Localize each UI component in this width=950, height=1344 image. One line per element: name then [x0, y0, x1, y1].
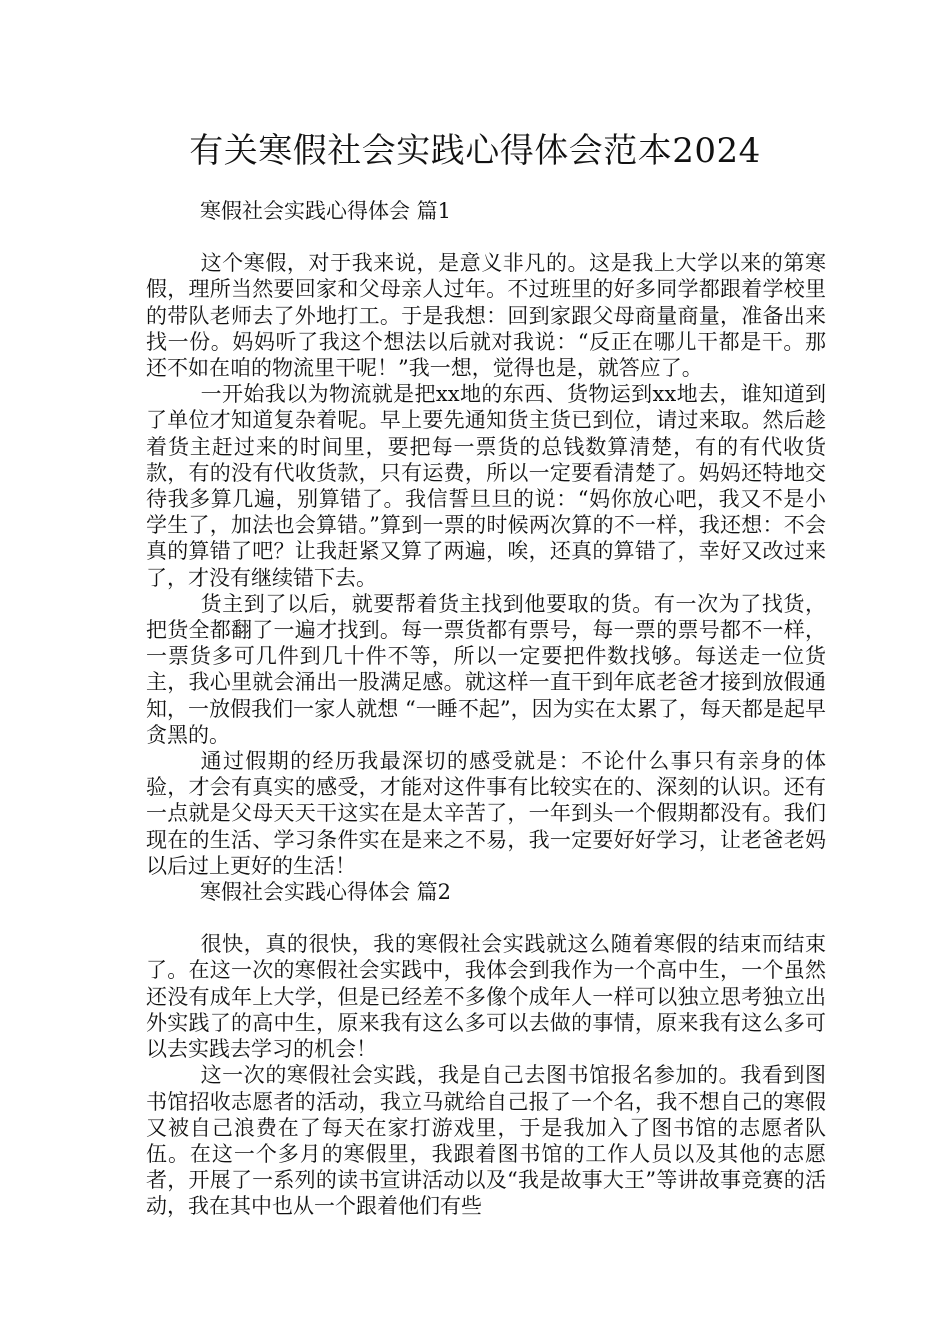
- paragraph: 通过假期的经历我最深切的感受就是：不论什么事只有亲身的体验，才会有真实的感受，才能对这件事有比较实在的、深刻的认识。还有一点就是父母天天干这实在是太辛苦了，一年到头一个假期都没有。我们现在的生活、学习条件实在是来之不易，我一定要好好学习，让老爸老妈以后过上更好的生活！: [146, 749, 826, 878]
- document-body: [146, 198, 826, 1220]
- paragraph: 一开始我以为物流就是把xx地的东西、货物运到xx地去，谁知道到了单位才知道复杂着呢。早上要先通知货主货已到位，请过来取。然后趁着货主赶过来的时间里，要把每一票货的总钱数算清楚，有的有代收货款，有的没有代收货款，只有运费，所以一定要看清楚了。妈妈还特地交待我多算几遍，别算错了。我信誓旦旦的说：“妈你放心吧，我又不是小学生了，加法也会算错。”算到一票的时候两次算的不一样，我还想：不会真的算错了吧？让我赶紧又算了两遍，唉，还真的算错了，幸好又改过来了，才没有继续错下去。: [146, 382, 826, 590]
- section-heading: 寒假社会实践心得体会 篇1: [200, 199, 452, 223]
- paragraph: 这一次的寒假社会实践，我是自己去图书馆报名参加的。我看到图书馆招收志愿者的活动，我立马就给自己报了一个名，我不想自己的寒假又被自己浪费在了每天在家打游戏里，于是我加入了图书馆的志愿者队伍。在这一个多月的寒假里，我跟着图书馆的工作人员以及其他的志愿者，开展了一系列的读书宣讲活动以及“我是故事大王”等讲故事竞赛的活动，我在其中也从一个跟着他们有些: [146, 1063, 826, 1219]
- section-heading: 寒假社会实践心得体会 篇2: [200, 880, 452, 905]
- paragraph: 很快，真的很快，我的寒假社会实践就这么随着寒假的结束而结束了。在这一次的寒假社会实践中，我体会到我作为一个高中生，一个虽然还没有成年上大学，但是已经差不多像个成年人一样可以独立思考独立出外实践了的高中生，原来我有这么多可以去做的事情，原来我有这么多可以去实践去学习的机会！: [146, 932, 826, 1062]
- paragraph: 这个寒假，对于我来说，是意义非凡的。这是我上大学以来的第寒假，理所当然要回家和父母亲人过年。不过班里的好多同学都跟着学校里的带队老师去了外地打工。于是我想：回到家跟父母商量商量，准备出来找一份。妈妈听了我这个想法以后就对我说：“反正在哪儿干都是干。那还不如在咱的物流里干呢！”我一想，觉得也是，就答应了。: [146, 251, 826, 381]
- document-title: 有关寒假社会实践心得体会范本2024: [189, 131, 761, 171]
- paragraph: 货主到了以后，就要帮着货主找到他要取的货。有一次为了找货，把货全都翻了一遍才找到。每一票货都有票号，每一票的票号都不一样，一票货多可几件到几十件不等，所以一定要把件数找够。每送走一位货主，我心里就会涌出一股满足感。就这样一直干到年底老爸才接到放假通知，一放假我们一家人就想 “一睡不起”，因为实在太累了，每天都是起早贪黑的。: [146, 591, 826, 747]
